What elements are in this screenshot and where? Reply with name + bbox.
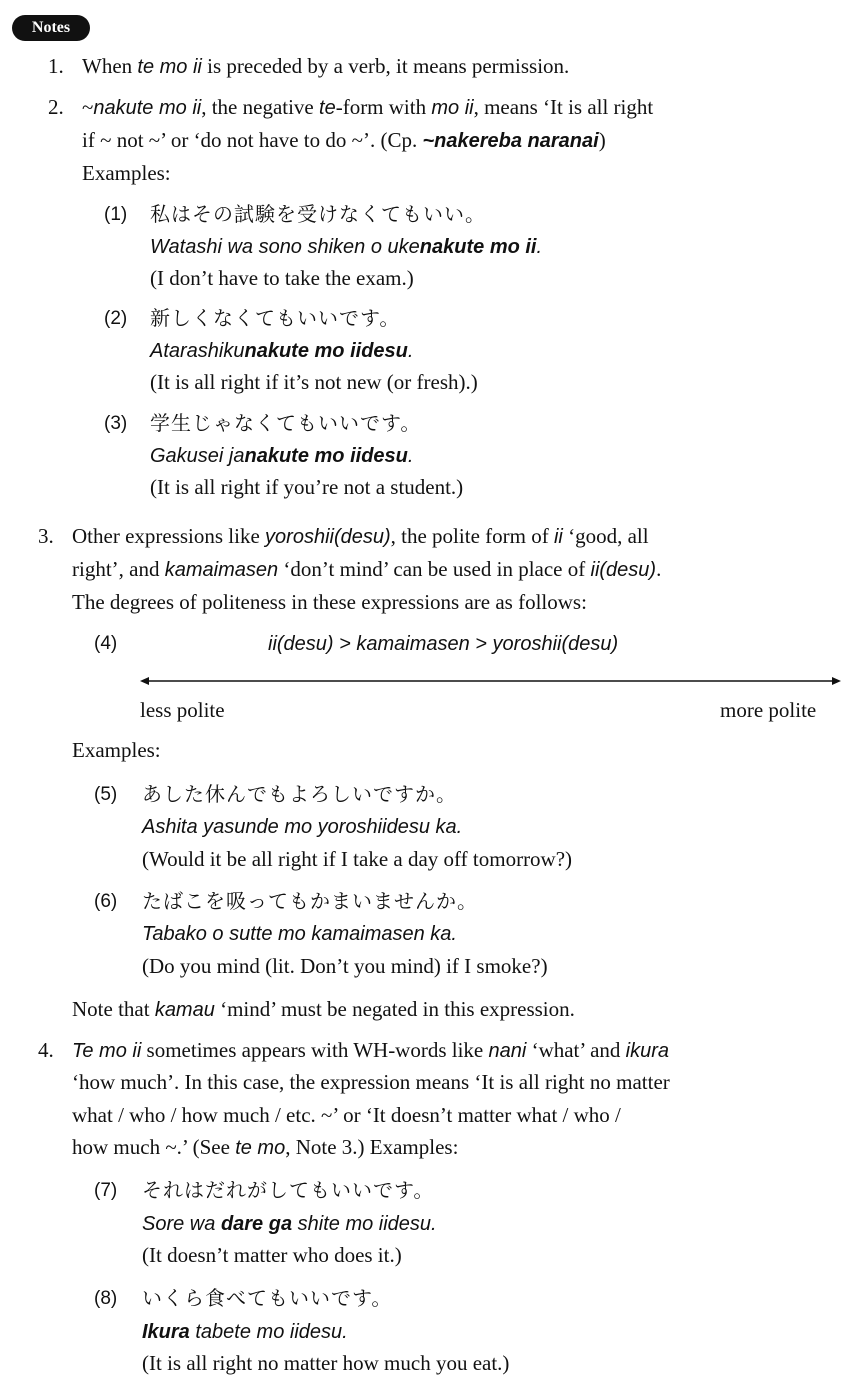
note-3-line-1: Other expressions like yoroshii(desu), the polite form of ii ‘good, all (72, 524, 649, 548)
less-polite-label: less polite (140, 698, 225, 722)
example-1-translation: (I don’t have to take the exam.) (150, 266, 414, 290)
example-1-romaji: Watashi wa sono shiken o ukenakute mo ii. (150, 236, 543, 258)
example-6-translation: (Do you mind (lit. Don’t you mind) if I smoke?) (142, 954, 548, 978)
note-4-line-4: how much ~.’ (See te mo, Note 3.) Examples: (72, 1135, 459, 1159)
example-6-number: (6) (94, 891, 118, 912)
example-6-romaji: Tabako o sutte mo kamaimasen ka. (142, 923, 457, 945)
politeness-scale: ii(desu) > kamaimasen > yoroshii(desu) (268, 633, 619, 655)
example-2-translation: (It is all right if it’s not new (or fresh).) (150, 370, 478, 394)
note-4-line-1: Te mo ii sometimes appears with WH-words like nani ‘what’ and ikura (72, 1038, 670, 1062)
note-3-kamau-note: Note that kamau ‘mind’ must be negated in this expression. (72, 997, 575, 1021)
example-6-japanese: たばこを吸ってもかまいませんか。 (142, 889, 478, 913)
note-3-line-2: right’, and kamaimasen ‘don’t mind’ can be used in place of ii(desu). (72, 557, 662, 581)
example-7-japanese: それはだれがしてもいいです。 (142, 1178, 435, 1202)
example-5-romaji: Ashita yasunde mo yoroshiidesu ka. (142, 816, 463, 838)
example-8-number: (8) (94, 1288, 118, 1309)
note-2-line-2: if ~ not ~’ or ‘do not have to do ~’. (Cp. ~nakereba naranai) (82, 128, 606, 152)
example-7-number: (7) (94, 1180, 118, 1201)
note-2-examples-label: Examples: (82, 161, 171, 185)
example-1-japanese: 私はその試験を受けなくてもいい。 (150, 202, 486, 226)
politeness-arrow (140, 675, 841, 687)
example-4-number: (4) (94, 633, 118, 654)
example-2-romaji: Atarashikunakute mo iidesu. (150, 340, 414, 362)
example-3-japanese: 学生じゃなくてもいいです。 (150, 411, 422, 435)
example-3-number: (3) (104, 413, 128, 434)
note-3-examples-label: Examples: (72, 738, 161, 762)
note-4-line-2: ‘how much’. In this case, the expression means ‘It is all right no matter (72, 1070, 670, 1094)
example-7-romaji: Sore wa dare ga shite mo iidesu. (142, 1213, 437, 1235)
example-3-translation: (It is all right if you’re not a student.) (150, 475, 464, 499)
note-2-number: 2. (48, 95, 64, 119)
example-8-romaji: Ikura tabete mo iidesu. (142, 1321, 348, 1343)
example-5-translation: (Would it be all right if I take a day off tomorrow?) (142, 847, 573, 871)
note-1-number: 1. (48, 54, 64, 78)
note-4-line-3: what / who / how much / etc. ~’ or ‘It doesn’t matter what / who / (72, 1103, 621, 1127)
example-3-romaji: Gakusei janakute mo iidesu. (150, 445, 414, 467)
note-1-text: When te mo ii is preceded by a verb, it means permission. (82, 54, 570, 78)
example-5-number: (5) (94, 784, 118, 805)
example-5-japanese: あした休んでもよろしいですか。 (142, 782, 457, 806)
note-3-line-3: The degrees of politeness in these expressions are as follows: (72, 590, 587, 614)
example-2-japanese: 新しくなくてもいいです。 (150, 306, 401, 330)
example-8-japanese: いくら食べてもいいです。 (142, 1286, 393, 1310)
example-8-translation: (It is all right no matter how much you eat.) (142, 1351, 510, 1375)
note-4-number: 4. (38, 1038, 54, 1062)
note-2-line-1: ~nakute mo ii, the negative te-form with mo ii, means ‘It is all right (82, 95, 654, 119)
example-1-number: (1) (104, 204, 128, 225)
notes-badge: Notes (12, 15, 90, 41)
example-2-number: (2) (104, 308, 128, 329)
more-polite-label: more polite (720, 698, 817, 722)
note-3-number: 3. (38, 524, 54, 548)
example-7-translation: (It doesn’t matter who does it.) (142, 1243, 402, 1267)
